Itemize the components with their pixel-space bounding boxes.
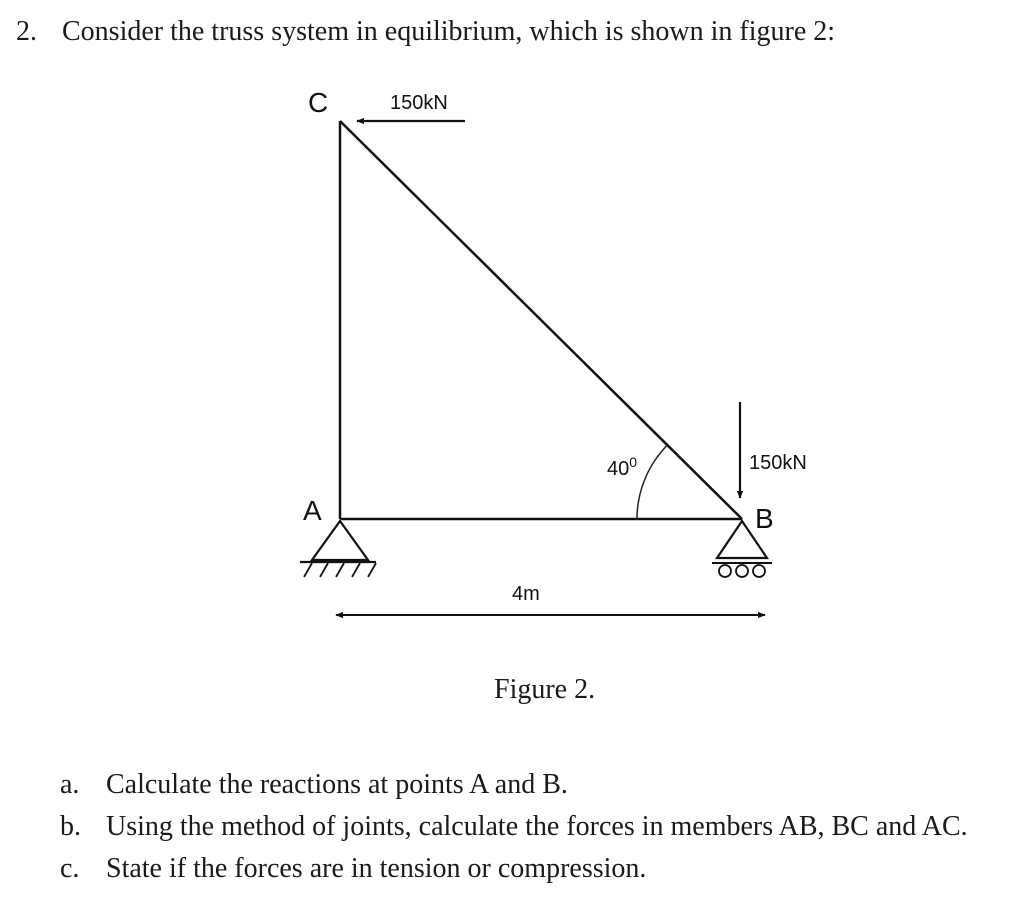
angle-label xyxy=(607,454,637,480)
span-label: 4m xyxy=(512,583,540,605)
question-text: Consider the truss system in equilibrium, which is shown in figure 2: xyxy=(62,16,836,47)
part-a xyxy=(60,764,968,806)
node-c-label: C xyxy=(308,87,329,118)
part-a-text: Calculate the reactions at points A and B. xyxy=(106,769,568,800)
question-number: 2. xyxy=(16,16,37,47)
part-c-text: State if the forces are in tension or compression. xyxy=(106,853,647,884)
part-b-text: Using the method of joints, calculate the forces in members AB, BC and AC. xyxy=(106,811,968,842)
node-a-label: A xyxy=(303,495,322,526)
question-parts xyxy=(60,764,968,890)
part-a-marker: a. xyxy=(60,769,80,800)
angle-superscript: 0 xyxy=(629,454,638,470)
angle-arc xyxy=(637,445,668,519)
figure-caption: Figure 2. xyxy=(494,674,596,705)
node-b-label: B xyxy=(755,503,774,534)
force-top-label: 150kN xyxy=(390,92,448,114)
part-c xyxy=(60,848,968,890)
member-bc xyxy=(340,121,742,519)
part-b xyxy=(60,806,968,848)
force-right-label: 150kN xyxy=(749,452,807,474)
pin-support-a xyxy=(300,521,376,577)
part-b-marker: b. xyxy=(60,811,81,842)
angle-value: 40 xyxy=(607,458,630,480)
part-c-marker: c. xyxy=(60,853,80,884)
